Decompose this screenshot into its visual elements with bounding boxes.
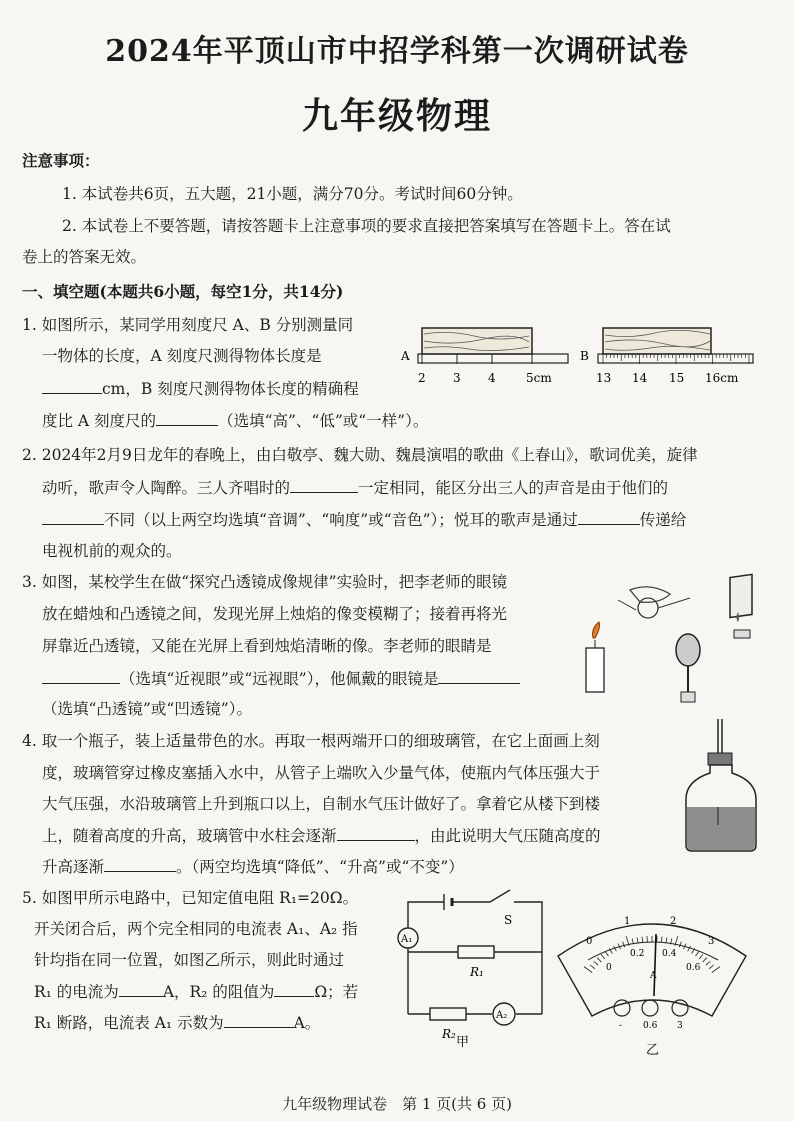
q4-line2: 度，玻璃管穿过橡皮塞插入水中，从管子上端吹入少量气体，使瓶内气体压强大于 bbox=[42, 764, 601, 782]
q2-blank-2 bbox=[42, 508, 104, 525]
outer-scale-label: 0 bbox=[586, 936, 593, 947]
ruler-b-tick: 16cm bbox=[705, 371, 739, 385]
convex-lens bbox=[676, 634, 700, 666]
circuit-diagram bbox=[392, 888, 552, 1048]
switch bbox=[490, 890, 510, 902]
q1-line2: 一物体的长度，A 刻度尺测得物体长度是 bbox=[42, 347, 322, 365]
ruler-a-tick: 4 bbox=[488, 371, 496, 385]
ruler-a-tick: 5cm bbox=[526, 371, 552, 385]
notes-heading: 注意事项： bbox=[22, 151, 100, 170]
exam-title: 2024年平顶山市中招学科第一次调研试卷 bbox=[105, 34, 689, 69]
ruler-b bbox=[580, 328, 753, 385]
q1-blank-1 bbox=[42, 377, 102, 394]
q5-line3: 针均指在同一位置，如图乙所示，则此时通过 bbox=[34, 951, 345, 969]
q2-line2: 动听，歌声令人陶醉。三人齐唱时的 一定相同，能区分出三人的声音是由于他们的 bbox=[42, 476, 668, 499]
outer-scale-label: 2 bbox=[670, 916, 677, 927]
q4-line1: 4. 取一个瓶子，装上适量带色的水。再取一根两端开口的细玻璃管，在它上面画上刻 bbox=[22, 732, 600, 750]
q5-line5: R₁ 断路，电流表 A₁ 示数为 A。 bbox=[34, 1011, 320, 1034]
q5-line2: 开关闭合后，两个完全相同的电流表 A₁、A₂ 指 bbox=[34, 920, 358, 938]
q4-blank-1 bbox=[337, 824, 415, 841]
ruler-b-tick: 14 bbox=[632, 371, 648, 385]
q4-line5: 升高逐渐 。（两空均选填“降低”、“升高”或“不变”） bbox=[42, 855, 464, 878]
q1-blank-2 bbox=[156, 409, 218, 426]
q5-blank-1 bbox=[119, 980, 163, 997]
q4-line3: 大气压强，水沿玻璃管上升到瓶口以上，自制水气压计做好了。拿着它从楼下到楼 bbox=[42, 795, 601, 813]
r1-label: R₁ bbox=[470, 965, 484, 979]
ruler-b-tick: 13 bbox=[596, 371, 612, 385]
ammeter-a2-label: A₂ bbox=[496, 1010, 508, 1021]
q4-line4: 上，随着高度的升高，玻璃管中水柱会逐渐 ，由此说明大气压随高度的 bbox=[42, 824, 601, 847]
ruler-a-tick: 3 bbox=[453, 371, 461, 385]
ammeter-a1-label: A₁ bbox=[401, 934, 413, 945]
q2-line3: 不同（以上两空均选填“音调”、“响度”或“音色”）；悦耳的歌声是通过 传递给 bbox=[42, 508, 686, 531]
notes-item-2-line1: 2. 本试卷上不要答题，请按答题卡上注意事项的要求直接把答案填写在答题卡上。答在试 bbox=[62, 217, 671, 235]
q5-line4: R₁ 的电流为 A，R₂ 的阻值为 Ω；若 bbox=[34, 980, 358, 1003]
q5-blank-2 bbox=[274, 980, 314, 997]
switch-label: S bbox=[504, 913, 513, 927]
q3-line3: 屏靠近凸透镜，又能在光屏上看到烛焰清晰的像。李老师的眼睛是 bbox=[42, 637, 492, 655]
terminal-0-6 bbox=[642, 1000, 658, 1016]
subject-title: 九年级物理 bbox=[301, 95, 492, 137]
notes-item-2-line2: 卷上的答案无效。 bbox=[22, 248, 147, 266]
ruler-a-tick: 2 bbox=[418, 371, 426, 385]
light-screen bbox=[730, 574, 752, 617]
page-footer: 九年级物理试卷 第 1 页(共 6 页) bbox=[282, 1095, 512, 1113]
terminal-label: 3 bbox=[677, 1021, 683, 1031]
q1-line4: 度比 A 刻度尺的 （选填“高”、“低”或“一样”）。 bbox=[42, 409, 428, 432]
inner-scale-label: 0 bbox=[606, 963, 612, 973]
ruler-b-label: B bbox=[580, 349, 589, 363]
ruler-b-tick: 15 bbox=[669, 371, 685, 385]
q5-blank-3 bbox=[224, 1011, 294, 1028]
meter-caption: 乙 bbox=[646, 1043, 660, 1058]
notes-item-1: 1. 本试卷共6页，五大题，21小题，满分70分。考试时间60分钟。 bbox=[62, 185, 523, 203]
q3-line1: 3. 如图，某校学生在做“探究凸透镜成像规律”实验时，把李老师的眼镜 bbox=[22, 573, 508, 591]
q3-blank-2 bbox=[438, 667, 520, 684]
ruler-a-label: A bbox=[401, 349, 410, 363]
terminal-label: 0.6 bbox=[643, 1021, 658, 1031]
inner-scale-label: 0.2 bbox=[630, 949, 645, 959]
q2-blank-1 bbox=[290, 476, 358, 493]
resistor-r2 bbox=[430, 1008, 466, 1020]
r2-label: R₂ bbox=[442, 1027, 456, 1041]
outer-scale-label: 1 bbox=[624, 916, 631, 927]
inner-scale-label: 0.4 bbox=[662, 949, 677, 959]
resistor-r1 bbox=[458, 946, 494, 958]
circuit-caption: 甲 bbox=[456, 1035, 470, 1048]
q1-line3: cm，B 刻度尺测得物体长度的精确程 bbox=[42, 377, 359, 400]
q3-line5: （选填“凸透镜”或“凹透镜”）。 bbox=[42, 700, 252, 718]
terminal-label: - bbox=[619, 1021, 623, 1031]
lens-experiment-figure bbox=[570, 570, 770, 720]
ruler-a bbox=[400, 328, 568, 385]
q5-line1: 5. 如图甲所示电路中，已知定值电阻 R₁=20Ω。 bbox=[22, 889, 359, 907]
inner-scale-label: 0.6 bbox=[686, 963, 701, 973]
q2-blank-3 bbox=[578, 508, 640, 525]
colored-water bbox=[687, 807, 755, 850]
ruler-figure bbox=[398, 322, 758, 394]
q4-blank-2 bbox=[104, 855, 176, 872]
q1-line1: 1. 如图所示，某同学用刻度尺 A、B 分别测量同 bbox=[22, 316, 354, 334]
bottle-barometer-figure bbox=[678, 715, 768, 855]
q2-line1: 2. 2024年2月9日龙年的春晚上，由白敬亭、魏大勋、魏晨演唱的歌曲《上春山》，歌词优美，旋律 bbox=[22, 446, 698, 464]
outer-scale-label: 3 bbox=[708, 936, 715, 947]
q3-line2: 放在蜡烛和凸透镜之间，发现光屏上烛焰的像变模糊了；接着再将光 bbox=[42, 605, 508, 623]
q3-line4: （选填“近视眼”或“远视眼”），他佩戴的眼镜是 bbox=[42, 667, 520, 690]
q2-line4: 电视机前的观众的。 bbox=[42, 542, 182, 560]
section-heading: 一、填空题(本题共6小题，每空1分，共14分) bbox=[22, 282, 344, 301]
q3-blank-1 bbox=[42, 667, 120, 684]
unit-label: A bbox=[650, 971, 657, 981]
rubber-stopper bbox=[708, 753, 732, 765]
ammeter-dial-figure bbox=[552, 904, 752, 1060]
candle-flame bbox=[593, 622, 600, 638]
candle bbox=[586, 648, 604, 692]
